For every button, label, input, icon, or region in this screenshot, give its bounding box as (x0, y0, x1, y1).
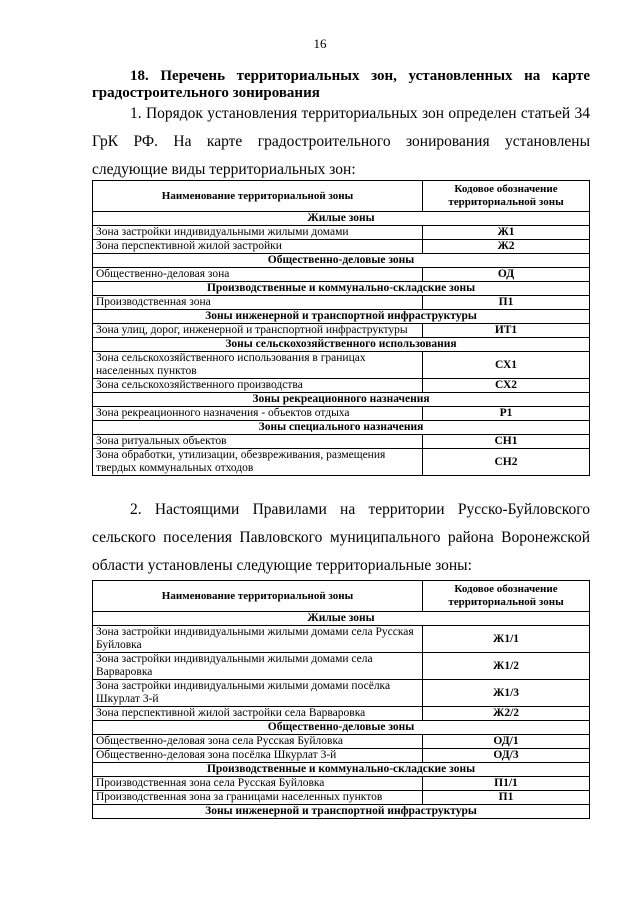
zone-name: Зона улиц, дорог, инженерной и транспортной инфраструктуры (93, 324, 423, 338)
zone-code: СХ1 (423, 352, 590, 379)
zone-code: Ж1/3 (423, 680, 590, 707)
table-row (93, 791, 590, 805)
zone-name: Зона сельскохозяйственного использования в границах населенных пунктов (93, 352, 423, 379)
table-row (93, 626, 590, 653)
zone-code: Ж1/2 (423, 653, 590, 680)
zone-name: Производственная зона (93, 296, 423, 310)
zone-name: Зона рекреационного назначения - объектов отдыха (93, 407, 423, 421)
zone-code: ИТ1 (423, 324, 590, 338)
group-title: Общественно-деловые зоны (93, 254, 590, 268)
paragraph-2: 2. Настоящими Правилами на территории Русско-Буйловского сельского поселения Павловского муниципального района Воронежской области установлены следующие территориальные зоны: (92, 501, 590, 574)
zone-code: Ж1 (423, 226, 590, 240)
group-row (93, 421, 590, 435)
zone-code: Ж1/1 (423, 626, 590, 653)
zone-code: СН1 (423, 435, 590, 449)
group-title: Зоны рекреационного назначения (93, 393, 590, 407)
zone-name: Общественно-деловая зона села Русская Буйловка (93, 735, 423, 749)
zone-name: Зона застройки индивидуальными жилыми домами села Русская Буйловка (93, 626, 423, 653)
group-title: Общественно-деловые зоны (93, 721, 590, 735)
section-heading: 18. Перечень территориальных зон, установленных на карте градостроительного зонирования (92, 68, 590, 101)
group-row (93, 254, 590, 268)
table-row (93, 749, 590, 763)
zone-code: ОД/3 (423, 749, 590, 763)
header-zone-code: Кодовое обозначение территориальной зоны (423, 581, 590, 612)
table-row (93, 324, 590, 338)
zone-name: Зона обработки, утилизации, обезвреживания, размещения твердых коммунальных отходов (93, 449, 423, 476)
table-row (93, 379, 590, 393)
group-row (93, 805, 590, 819)
table-row (93, 707, 590, 721)
zone-name: Зона застройки индивидуальными жилыми домами посёлка Шкурлат 3-й (93, 680, 423, 707)
zone-code: Ж2/2 (423, 707, 590, 721)
table-row (93, 240, 590, 254)
group-row (93, 212, 590, 226)
group-row (93, 763, 590, 777)
group-row (93, 338, 590, 352)
zone-name: Зона перспективной жилой застройки села Варваровка (93, 707, 423, 721)
zone-code: СХ2 (423, 379, 590, 393)
table-row (93, 680, 590, 707)
group-title: Зоны инженерной и транспортной инфраструктуры (93, 310, 590, 324)
table-row (93, 352, 590, 379)
group-title: Зоны инженерной и транспортной инфраструктуры (93, 805, 590, 819)
group-row (93, 310, 590, 324)
zone-code: СН2 (423, 449, 590, 476)
zones-table-1 (92, 180, 590, 476)
table-row (93, 653, 590, 680)
table-row (93, 226, 590, 240)
zone-code: ОД/1 (423, 735, 590, 749)
table-row (93, 407, 590, 421)
header-zone-code: Кодовое обозначение территориальной зоны (423, 181, 590, 212)
zone-name: Зона перспективной жилой застройки (93, 240, 423, 254)
table-row (93, 268, 590, 282)
table-header-row (93, 181, 590, 212)
group-title: Производственные и коммунально-складские зоны (93, 282, 590, 296)
table-row (93, 449, 590, 476)
group-title: Зоны специального назначения (93, 421, 590, 435)
table-row (93, 435, 590, 449)
header-zone-name: Наименование территориальной зоны (93, 581, 423, 612)
zone-code: П1 (423, 296, 590, 310)
paragraph-1: 1. Порядок установления территориальных зон определен статьей 34 ГрК РФ. На карте градостроительного зонирования установлены следующие виды территориальных зон: (92, 105, 590, 178)
table-row (93, 777, 590, 791)
group-title: Жилые зоны (93, 212, 590, 226)
page-number: 16 (313, 36, 327, 51)
group-title: Производственные и коммунально-складские зоны (93, 763, 590, 777)
zones-table-2 (92, 580, 590, 819)
zone-name: Зона застройки индивидуальными жилыми домами (93, 226, 423, 240)
zone-name: Общественно-деловая зона посёлка Шкурлат 3-й (93, 749, 423, 763)
group-row (93, 612, 590, 626)
header-zone-name: Наименование территориальной зоны (93, 181, 423, 212)
zone-name: Общественно-деловая зона (93, 268, 423, 282)
group-title: Жилые зоны (93, 612, 590, 626)
zones-table-1-body (93, 212, 590, 476)
zone-name: Зона сельскохозяйственного производства (93, 379, 423, 393)
table-row (93, 735, 590, 749)
group-row (93, 393, 590, 407)
zone-code: П1 (423, 791, 590, 805)
zone-code: Ж2 (423, 240, 590, 254)
zone-code: Р1 (423, 407, 590, 421)
zone-name: Зона ритуальных объектов (93, 435, 423, 449)
zone-name: Производственная зона за границами населенных пунктов (93, 791, 423, 805)
zone-code: ОД (423, 268, 590, 282)
table-header-row (93, 581, 590, 612)
group-row (93, 721, 590, 735)
table-row (93, 296, 590, 310)
zone-name: Зона застройки индивидуальными жилыми домами села Варваровка (93, 653, 423, 680)
zones-table-2-body (93, 612, 590, 819)
zone-name: Производственная зона села Русская Буйловка (93, 777, 423, 791)
group-title: Зоны сельскохозяйственного использования (93, 338, 590, 352)
zone-code: П1/1 (423, 777, 590, 791)
group-row (93, 282, 590, 296)
